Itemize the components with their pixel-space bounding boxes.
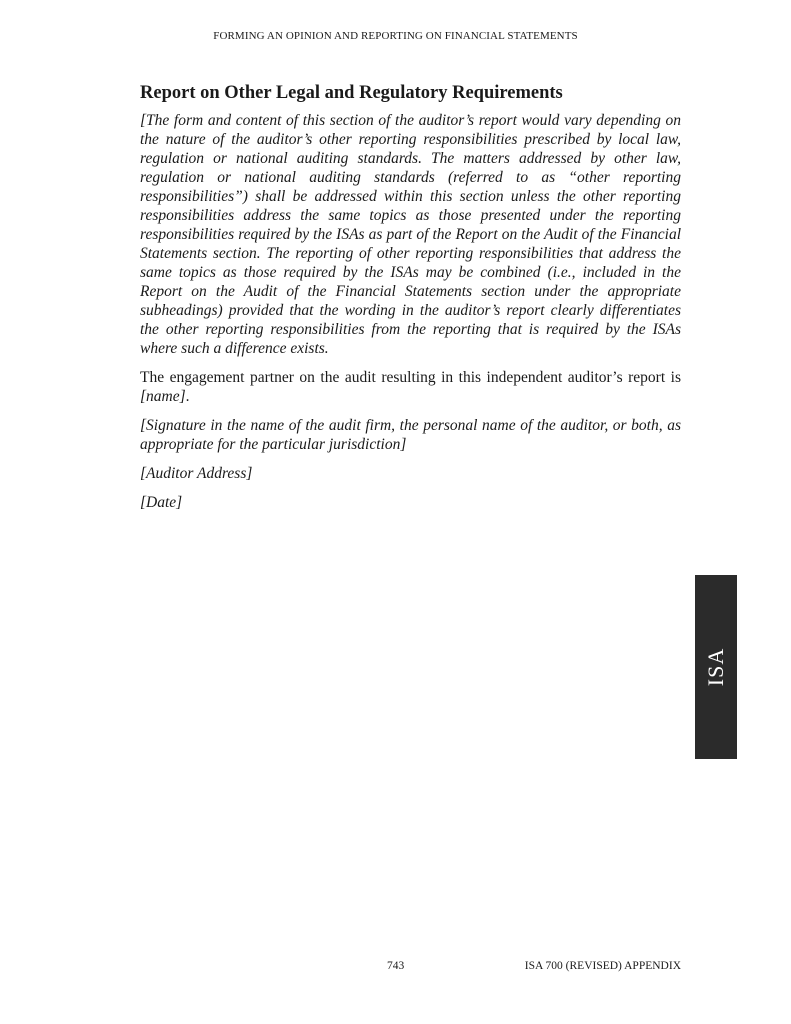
engagement-partner-end: . — [185, 388, 190, 405]
footer-label: ISA 700 (REVISED) APPENDIX — [524, 960, 681, 972]
isa-thumb-tab — [695, 575, 737, 759]
engagement-partner-name: [name] — [140, 388, 186, 405]
engagement-partner-paragraph — [140, 368, 681, 406]
engagement-partner-text: The engagement partner on the audit resulting in this independent auditor’s report is — [140, 369, 681, 386]
running-head: FORMING AN OPINION AND REPORTING ON FINANCIAL STATEMENTS — [213, 30, 578, 42]
page-content — [140, 82, 681, 522]
thumb-tab-label: ISA — [702, 647, 728, 687]
page-number: 743 — [387, 960, 405, 972]
auditor-address-placeholder: [Auditor Address] — [140, 465, 253, 482]
signature-placeholder: [Signature in the name of the audit firm, the personal name of the auditor, or both, as appropriate for the particular jurisdiction] — [140, 417, 681, 453]
date-placeholder: [Date] — [140, 494, 183, 511]
section-heading: Report on Other Legal and Regulatory Requirements — [140, 83, 563, 103]
instruction-paragraph: [The form and content of this section of the auditor’s report would vary depending on the nature of the auditor’s other reporting responsibilities prescribed by local law, regulation or national auditing standards. The matters addressed by other law, regulation or national auditing standards (referred to as “other reporting responsibilities”) shall be addressed within this section unless the other reporting responsibilities address the same topics as those presented under the reporting responsibilities required by the ISAs as part of the Report on the Audit of the Financial Statements section. The reporting of other reporting responsibilities that address the same topics as those required by the ISAs may be combined (i.e., included in the Report on the Audit of the Financial Statements section under the appropriate subheadings) provided that the wording in the auditor’s report clearly differentiates the other reporting responsibilities from the reporting that is required by the ISAs where such a difference exists. — [140, 112, 681, 357]
